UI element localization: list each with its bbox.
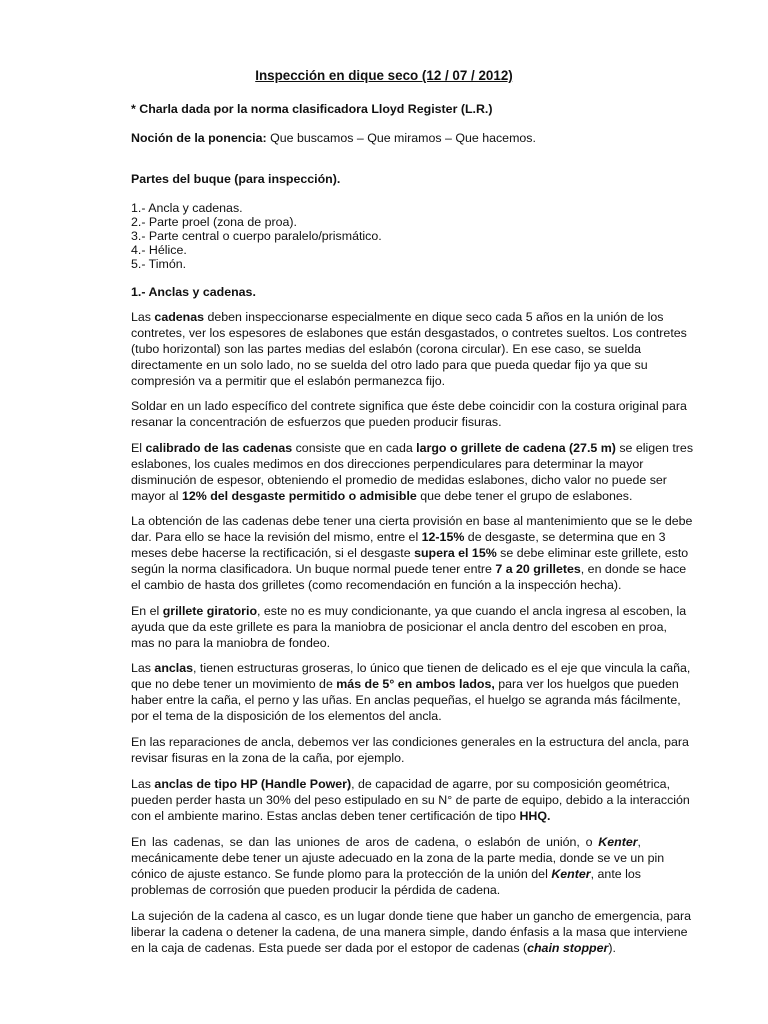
text-run: calibrado de las cadenas	[145, 441, 293, 455]
text-run: consiste que en cada	[292, 441, 417, 455]
text-run: largo o grillete de cadena (27.5 m)	[416, 441, 616, 455]
paragraph-line: por el tema de la disposición de los elementos del ancla.	[131, 709, 442, 723]
text-run: Kenter	[551, 867, 591, 881]
paragraph-line: (tubo horizontal) son las partes medias del eslabón (corona circular). En ese caso, se suelda	[131, 342, 641, 356]
paragraph-line: pueden perder hasta un 30% del peso estipulado en su N° de parte de equipo, debido a la interacción	[131, 793, 690, 807]
text-run: 12-15%	[421, 530, 465, 544]
document-title: Inspección en dique seco (12 / 07 / 2012)	[255, 68, 513, 83]
paragraph-line	[131, 440, 694, 456]
text-run: 7 a 20 grilletes	[495, 562, 581, 576]
text-run: Las	[131, 310, 155, 324]
paragraph-line: haber entre la caña, el perno y las uñas. En anclas pequeñas, el huelgo se agranda más fácilmente,	[131, 693, 681, 707]
text-run: En las cadenas, se dan las uniones de aros de cadena, o eslabón de unión, o	[131, 835, 599, 849]
text-run: En el	[131, 604, 163, 618]
paragraph-line: mas no para la maniobra de fondeo.	[131, 636, 331, 650]
paragraph-line	[131, 866, 641, 882]
list-item: 3.- Parte central o cuerpo paralelo/prismático.	[131, 229, 382, 243]
list-item: 4.- Hélice.	[131, 243, 187, 257]
text-run: , en donde se hace	[580, 562, 687, 576]
text-run: ,	[637, 835, 641, 849]
text-run: cónico de ajuste estanco. Se funde plomo para la protección de la unión del	[131, 867, 552, 881]
paragraph-line: compresión va a permitir que el eslabón permanezca fijo.	[131, 374, 446, 388]
paragraph-line: el cambio de hasta dos grilletes (como recomendación en función a la inspección hecha).	[131, 578, 622, 592]
paragraph-line	[131, 529, 666, 545]
text-run: anclas de tipo HP (Handle Power)	[154, 777, 352, 791]
paragraph-line	[131, 940, 641, 956]
list-item: 2.- Parte proel (zona de proa).	[131, 215, 297, 229]
text-run: , ante los	[590, 867, 641, 881]
text-run: más de 5° en ambos lados,	[336, 677, 495, 691]
text-run: supera el 15%	[414, 546, 497, 560]
text-run: HHQ.	[519, 809, 551, 823]
paragraph-line	[131, 603, 687, 619]
text-run: que no debe tener un movimiento de	[131, 677, 337, 691]
text-run: con el ambiente marino. Estas anclas deben tener certificación de tipo	[131, 809, 520, 823]
paragraph-line: eslabones, los cuales medimos en dos direcciones perpendiculares para determinar la mayor	[131, 457, 644, 471]
paragraph-line: La obtención de las cadenas debe tener una cierta provisión en base al mantenimiento que se le debe	[131, 514, 693, 528]
text-run: , tienen estructuras groseras, lo único que tienen de delicado es el eje que vincula la caña,	[193, 661, 691, 675]
text-run: deben inspeccionarse especialmente en dique seco cada 5 años en la unión de los	[204, 310, 664, 324]
text-run: cadenas	[154, 310, 205, 324]
paragraph-line	[131, 561, 687, 577]
list-item: 1.- Ancla y cadenas.	[131, 201, 243, 215]
paragraph-line: contretes, ver los espesores de eslabones que están desgastados, o contretes sueltos. Los contretes	[131, 326, 687, 340]
text-run: El	[131, 441, 146, 455]
text-run: se eligen tres	[615, 441, 694, 455]
text-run: meses debe hacerse la rectificación, si el desgaste	[131, 546, 415, 560]
paragraph-line	[131, 660, 691, 676]
text-run: anclas	[154, 661, 193, 675]
text-run: chain stopper	[527, 941, 609, 955]
paragraph-line: mecánicamente debe tener un ajuste adecuado en la zona de la parte media, donde se ve un pin	[131, 851, 665, 865]
paragraph-line: resanar la concentración de esfuerzos que pueden producir fisuras.	[131, 415, 502, 429]
partes-heading: Partes del buque (para inspección).	[131, 172, 341, 186]
paragraph-line	[131, 488, 641, 504]
text-run: que debe tener el grupo de eslabones.	[416, 489, 633, 503]
paragraph-line	[131, 545, 689, 561]
paragraph-line: disminución de espesor, obteniendo el promedio de medidas eslabones, dicho valor no puede ser	[131, 473, 667, 487]
text-run: dar. Para ello se hace la revisión del mismo, entre el	[131, 530, 422, 544]
paragraph-line: directamente en un solo lado, no se suelda del otro lado para que pueda quedar fijo ya que su	[131, 358, 648, 372]
list-item: 5.- Timón.	[131, 257, 187, 271]
text-run: 12% del desgaste permitido o admisible	[181, 489, 417, 503]
nocion-text: Que buscamos – Que miramos – Que hacemos.	[266, 131, 536, 145]
paragraph-line: liberar la cadena o detener la cadena, de una manera simple, dando énfasis a la masa que interviene	[131, 925, 688, 939]
text-run: ).	[608, 941, 616, 955]
paragraph-line	[131, 834, 641, 850]
paragraph-line: problemas de corrosión que pueden producir la pérdida de cadena.	[131, 883, 501, 897]
text-run: Las	[131, 661, 155, 675]
nocion-line	[131, 130, 641, 146]
text-run: , este no es muy condicionante, ya que cuando el ancla ingresa al escoben, la	[257, 604, 687, 618]
text-run: para ver los huelgos que pueden	[494, 677, 679, 691]
paragraph-line: Soldar en un lado específico del contrete significa que éste debe coincidir con la costura original para	[131, 399, 687, 413]
paragraph-line	[131, 676, 679, 692]
text-run: mayor al	[131, 489, 182, 503]
text-run: según la norma clasificadora. Un buque normal puede tener entre	[131, 562, 496, 576]
text-run: de desgaste, se determina que en 3	[464, 530, 666, 544]
text-run: grillete giratorio	[162, 604, 258, 618]
text-run: en la caja de cadenas. Esta puede ser dada por el estopor de cadenas (	[131, 941, 528, 955]
charla-line: * Charla dada por la norma clasificadora Lloyd Register (L.R.)	[131, 102, 493, 116]
text-run: , de capacidad de agarre, por su composición geométrica,	[351, 777, 671, 791]
text-run: Kenter	[598, 835, 638, 849]
text-run: Las	[131, 777, 155, 791]
paragraph-line	[131, 808, 641, 824]
paragraph-line: La sujeción de la cadena al casco, es un lugar donde tiene que haber un gancho de emergencia, para	[131, 909, 692, 923]
paragraph-line: En las reparaciones de ancla, debemos ver las condiciones generales en la estructura del ancla, para	[131, 735, 689, 749]
nocion-label: Noción de la ponencia:	[131, 131, 267, 145]
paragraph-line	[131, 309, 664, 325]
paragraph-line: revisar fisuras en la zona de la caña, por ejemplo.	[131, 751, 405, 765]
paragraph-line	[131, 776, 671, 792]
text-run: se debe eliminar este grillete, esto	[496, 546, 689, 560]
paragraph-line: ayuda que da este grillete es para la maniobra de posicionar el ancla dentro del escoben en proa,	[131, 620, 667, 634]
section-heading: 1.- Anclas y cadenas.	[131, 285, 256, 299]
